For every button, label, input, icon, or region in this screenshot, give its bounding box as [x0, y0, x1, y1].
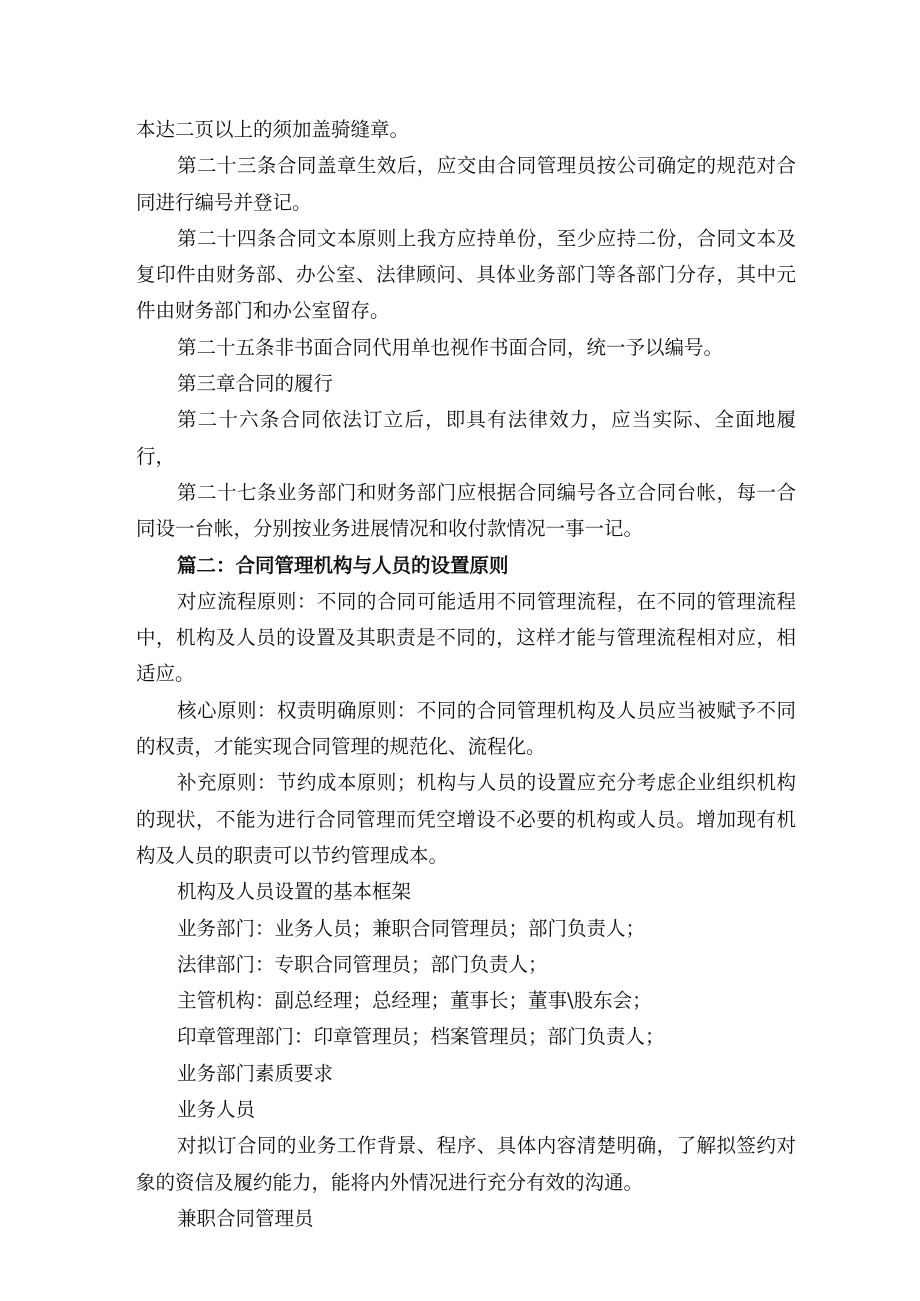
- document-page: [136, 112, 796, 1237]
- article-26: 第二十六条合同依法订立后，即具有法律效力，应当实际、全面地履行，: [136, 408, 796, 468]
- role-business-staff-desc: 对拟订合同的业务工作背景、程序、具体内容清楚明确，了解拟签约对象的资信及履约能力，能将内外情况进行充分有效的沟通。: [136, 1134, 796, 1194]
- framework-business: 业务部门：业务人员；兼职合同管理员；部门负责人；: [177, 916, 646, 940]
- article-23: 第二十三条合同盖章生效后，应交由合同管理员按公司确定的规范对合同进行编号并登记。: [136, 154, 796, 214]
- principle-process: 对应流程原则：不同的合同可能适用不同管理流程，在不同的管理流程中，机构及人员的设置及其职责是不同的，这样才能与管理流程相对应，相适应。: [136, 589, 796, 686]
- framework-title: 机构及人员设置的基本框架: [177, 880, 412, 904]
- framework-seal: 印章管理部门：印章管理员；档案管理员；部门负责人；: [177, 1025, 665, 1049]
- article-27: 第二十七条业务部门和财务部门应根据合同编号各立合同台帐，每一合同设一台帐，分别按业务进展情况和收付款情况一事一记。: [136, 480, 796, 541]
- role-part-time-manager: 兼职合同管理员: [177, 1206, 314, 1230]
- requirements-title: 业务部门素质要求: [177, 1061, 334, 1085]
- chapter-3-title: 第三章合同的履行: [177, 372, 334, 396]
- section-heading: 篇二：合同管理机构与人员的设置原则: [177, 553, 509, 577]
- article-24: 第二十四条合同文本原则上我方应持单份，至少应持二份，合同文本及复印件由财务部、办公室、法律顾问、具体业务部门等各部门分存，其中元件由财务部门和办公室留存。: [136, 226, 796, 323]
- principle-core: 核心原则：权责明确原则：不同的合同管理机构及人员应当被赋予不同的权责，才能实现合同管理的规范化、流程化。: [136, 698, 796, 759]
- framework-executive: 主管机构：副总经理；总经理；董事长；董事\股东会；: [177, 989, 652, 1013]
- principle-supplement: 补充原则：节约成本原则；机构与人员的设置应充分考虑企业组织机构的现状，不能为进行合同管理而凭空增设不必要的机构或人员。增加现有机构及人员的职责可以节约管理成本。: [136, 771, 796, 867]
- article-25: 第二十五条非书面合同代用单也视作书面合同，统一予以编号。: [177, 335, 724, 359]
- framework-legal: 法律部门：专职合同管理员；部门负责人；: [177, 952, 548, 976]
- role-business-staff: 业务人员: [177, 1098, 256, 1122]
- paragraph-continuation: 本达二页以上的须加盖骑缝章。: [136, 118, 410, 141]
